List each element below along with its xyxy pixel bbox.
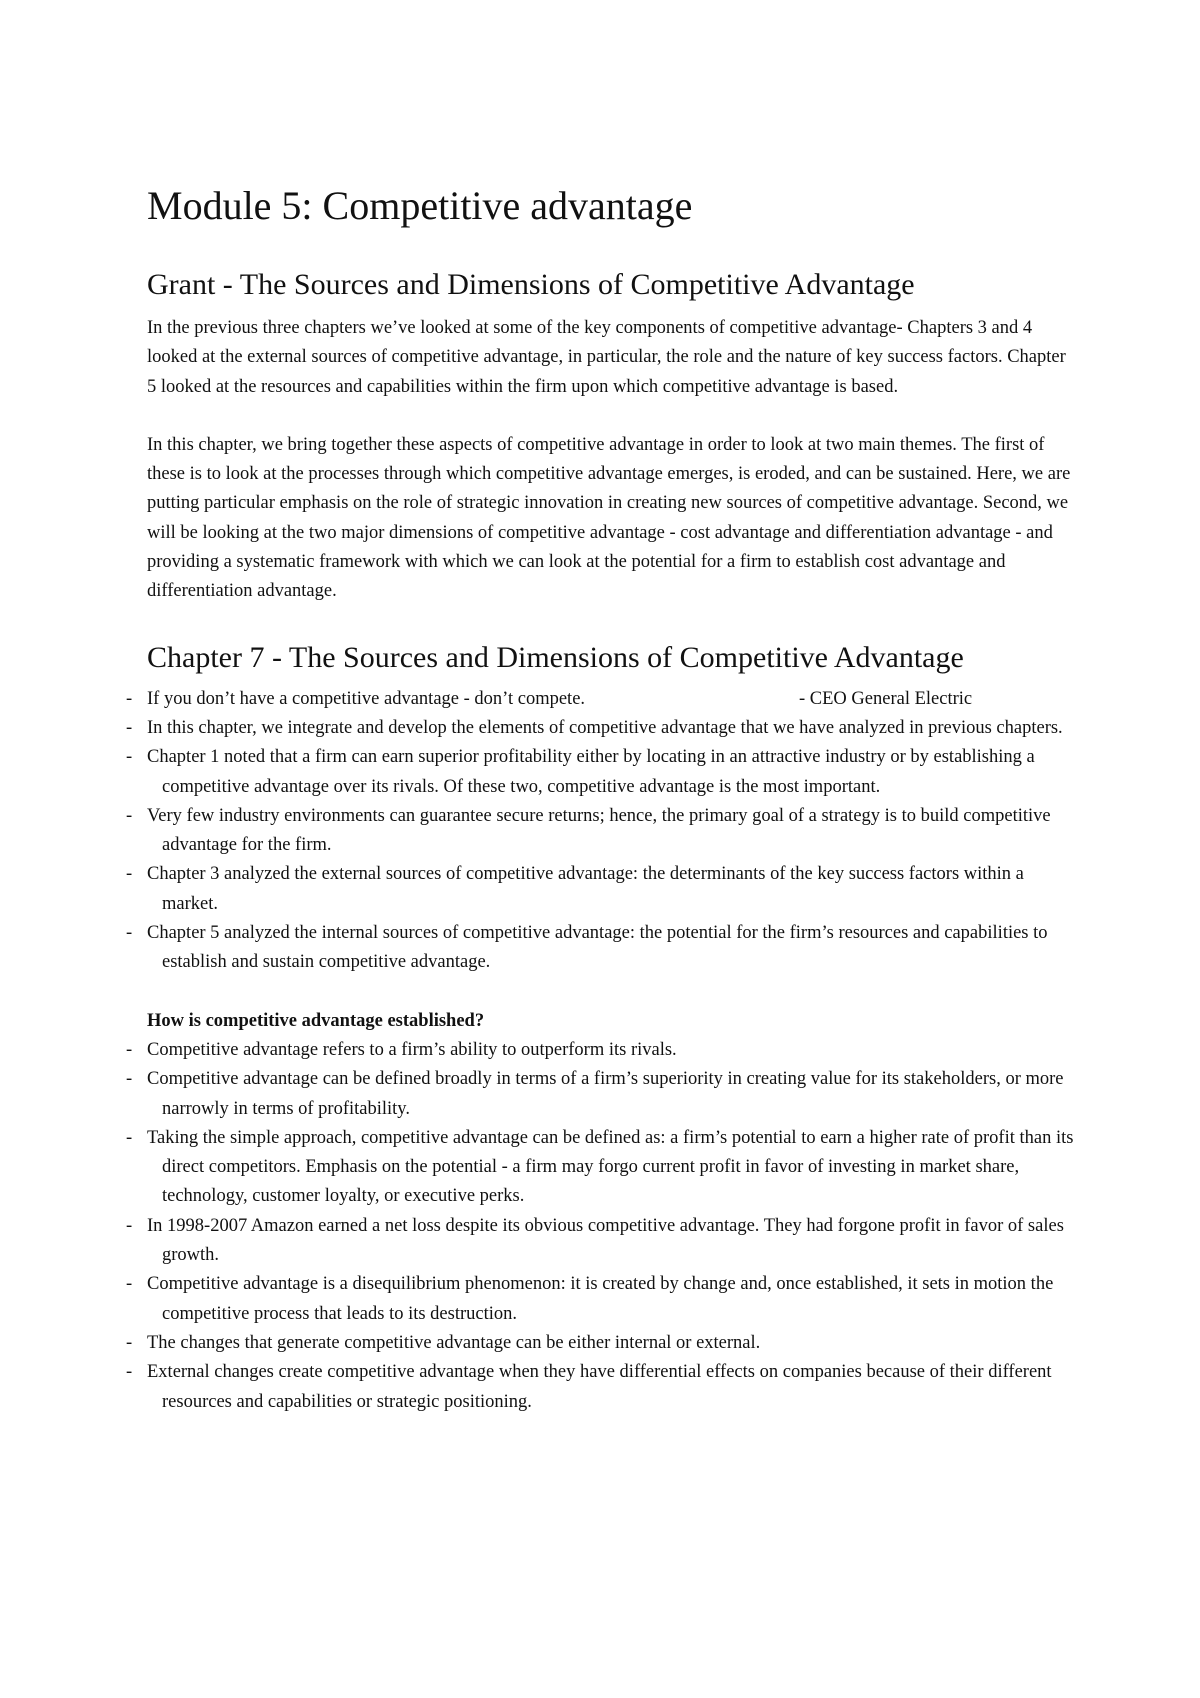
grant-paragraph-1: In the previous three chapters we’ve looked at some of the key components of competitive advantage- Chapters 3 and 4 looked at the external sources of competitive advantage, in particular, the role and the nature of key success factors. Chapter 5 looked at the resources and capabilities within the firm upon which competitive advantage is based. [147,318,1066,397]
list-item-text: In 1998-2007 Amazon earned a net loss despite its obvious competitive advantage. They had forgone profit in favor of sales growth. [147,1215,1064,1266]
bullet-dash: - [126,805,133,826]
list-item-text: Very few industry environments can guarantee secure returns; hence, the primary goal of a strategy is to build competitive advantage for the firm. [147,805,1051,856]
list-item [126,743,1077,802]
list-item [126,802,1077,861]
bullet-dash: - [126,1362,133,1383]
list-item-text: Competitive advantage is a disequilibrium phenomenon: it is created by change and, once established, it sets in motion the competitive process that leads to its destruction. [147,1274,1054,1324]
list-item [126,1065,1077,1124]
bullet-dash: - [126,1039,133,1060]
list-item [126,1036,1077,1065]
grant-paragraph-2: In this chapter, we bring together these aspects of competitive advantage in order to look at two main themes. The first of these is to look at the processes through which competitive advantage emerges, is eroded, and can be sustained. Here, we are putting particular emphasis on the role of strategic innovation in creating new sources of competitive advantage. Second, we will be looking at the two major dimensions of competitive advantage - cost advantage and differentiation advantage - and providing a systematic framework with which we can look at the potential for a firm to establish cost advantage and differentiation advantage. [147,434,1071,602]
established-bullet-list [126,1036,1077,1417]
list-item [126,1358,1077,1417]
list-item-text: External changes create competitive advantage when they have differential effects on companies because of their different resources and capabilities or strategic positioning. [147,1362,1052,1412]
bullet-dash: - [126,1215,133,1236]
list-item [126,1329,1077,1358]
list-item-text: Chapter 1 noted that a firm can earn superior profitability either by locating in an attractive industry or by establishing a competitive advantage over its rivals. Of these two, competitive advantage is the most important. [147,747,1035,797]
bullet-dash: - [126,923,133,944]
list-item [126,1124,1077,1212]
grant-section-heading: Grant - The Sources and Dimensions of Competitive Advantage [147,268,915,301]
list-item-text: Taking the simple approach, competitive advantage can be defined as: a firm’s potential to earn a higher rate of profit than its direct competitors. Emphasis on the potential - a firm may forgo current profit in favor of investing in market share, technology, customer loyalty, or executive perks. [147,1127,1074,1207]
document-content [126,182,1077,1417]
bullet-dash: - [126,864,133,885]
bullet-dash: - [126,717,133,738]
quote-attribution: - CEO General Electric [799,688,973,709]
list-item-quote [126,685,1077,714]
list-item [126,860,1077,919]
list-item-text: Competitive advantage refers to a firm’s ability to outperform its rivals. [147,1039,677,1060]
list-item-text: Chapter 3 analyzed the external sources of competitive advantage: the determinants of the key success factors within a market. [147,864,1024,914]
list-item-text: Chapter 5 analyzed the internal sources of competitive advantage: the potential for the firm’s resources and capabilities to establish and sustain competitive advantage. [147,923,1048,973]
page-title: Module 5: Competitive advantage [147,183,693,228]
bullet-dash: - [126,1127,133,1148]
bullet-dash: - [126,688,133,709]
list-item-text: The changes that generate competitive advantage can be either internal or external. [147,1332,761,1353]
bullet-dash: - [126,1332,133,1353]
bullet-dash: - [126,1274,133,1295]
established-subheading: How is competitive advantage established? [147,1010,485,1031]
chapter7-bullet-list [126,685,1077,978]
bullet-dash: - [126,1069,133,1090]
list-item-text: In this chapter, we integrate and develop the elements of competitive advantage that we have analyzed in previous chapters. [147,717,1063,738]
quote-text: If you don’t have a competitive advantage - don’t compete. [147,688,586,709]
bullet-dash: - [126,747,133,768]
list-item [126,1212,1077,1271]
list-item [126,1270,1077,1329]
list-item [126,919,1077,978]
list-item [126,714,1077,743]
list-item-text: Competitive advantage can be defined broadly in terms of a firm’s superiority in creating value for its stakeholders, or more narrowly in terms of profitability. [147,1069,1064,1119]
chapter7-heading: Chapter 7 - The Sources and Dimensions of Competitive Advantage [147,640,964,674]
